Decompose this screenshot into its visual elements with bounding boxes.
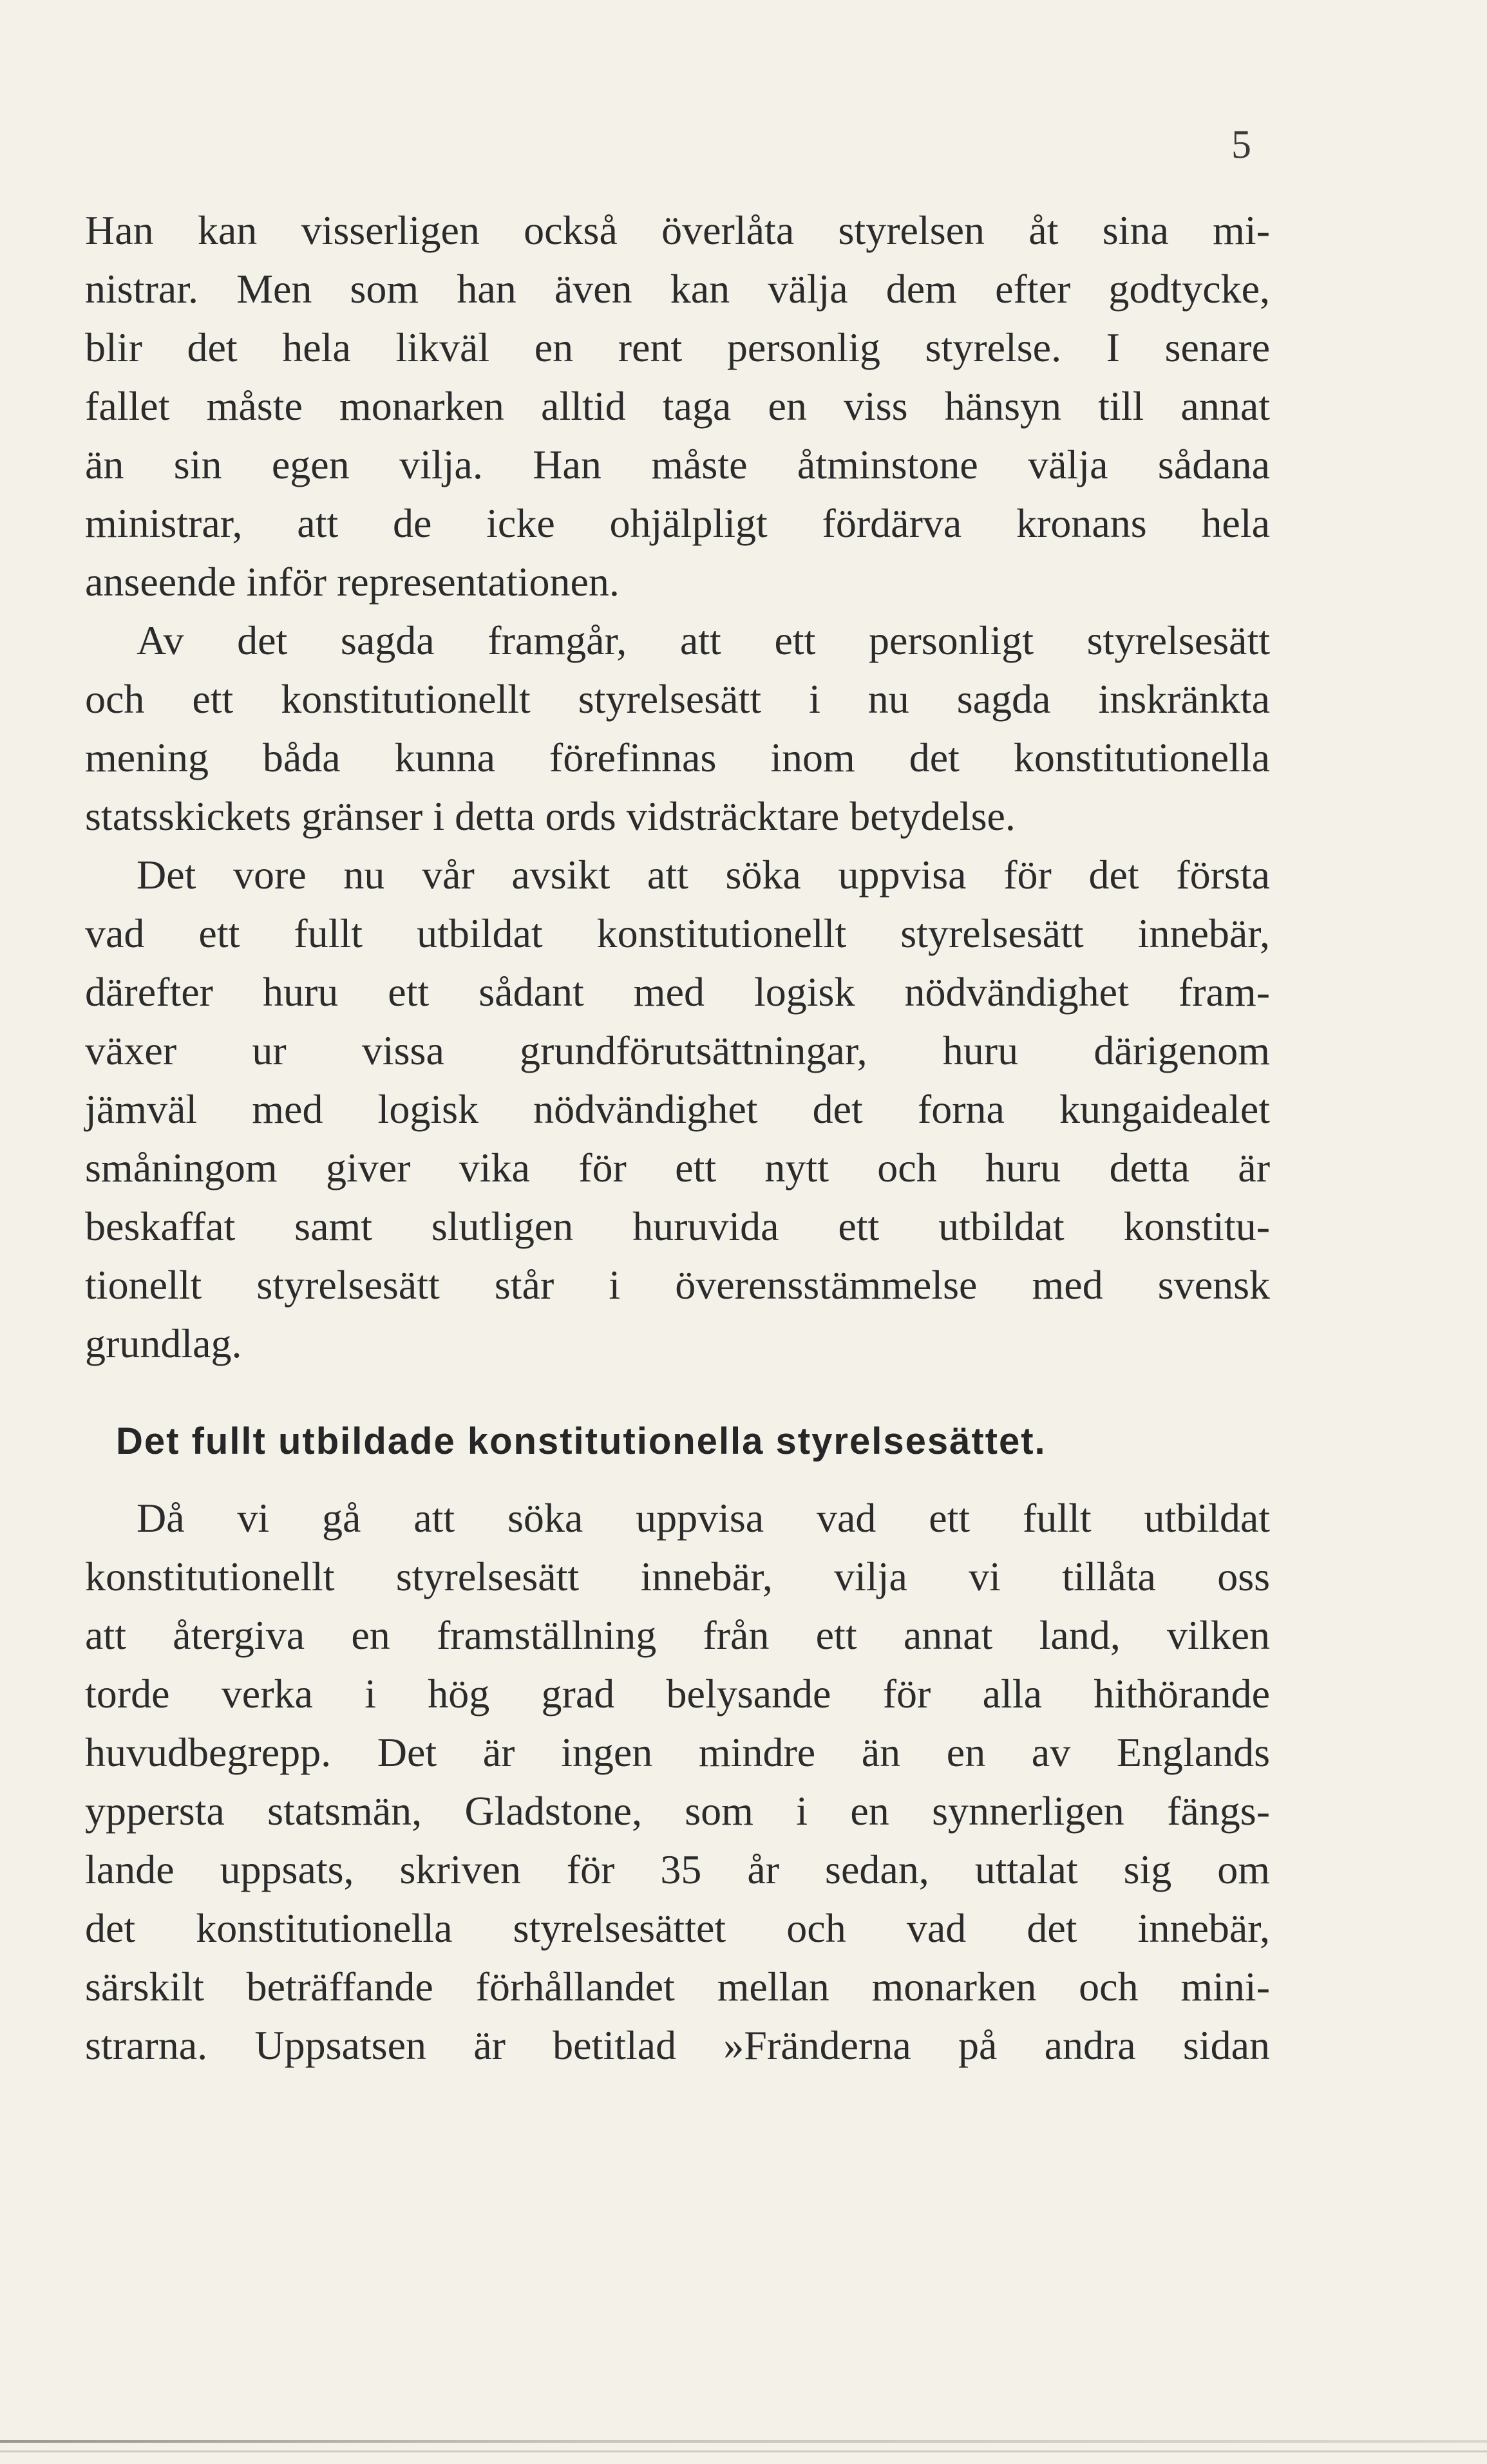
text-line: yppersta statsmän, Gladstone, som i en synnerligen fängs- [85,1788,1270,1834]
text-line: anseende inför representationen. [85,559,620,605]
text-line: blir det hela likväl en rent personlig styrelse. I senare [85,324,1270,370]
text-line: Han kan visserligen också överlåta styrelsen åt sina mi- [85,207,1270,253]
section-heading: Det fullt utbildade konstitutionella styrelsesättet. [116,1420,1047,1462]
text-line: huvudbegrepp. Det är ingen mindre än en av Englands [85,1729,1270,1775]
text-line: ministrar, att de icke ohjälpligt fördärva kronans hela [85,500,1270,546]
page-number: 5 [1231,123,1251,167]
text-line: strarna. Uppsatsen är betitlad »Fränderna på andra sidan [85,2022,1270,2068]
body-text-block-1 [85,201,1270,1373]
text-line: det konstitutionella styrelsesättet och vad det innebär, [85,1905,1270,1951]
text-line: nistrar. Men som han även kan välja dem efter godtycke, [85,266,1270,312]
text-line: lande uppsats, skriven för 35 år sedan, uttalat sig om [85,1847,1270,1892]
text-line: särskilt beträffande förhållandet mellan monarken och mini- [85,1964,1270,2009]
text-line: mening båda kunna förefinnas inom det konstitutionella [85,735,1270,780]
text-line: tionellt styrelsesätt står i överensstämmelse med svensk [85,1262,1270,1308]
text-line: Det vore nu vår avsikt att söka uppvisa för det första [137,852,1270,898]
page-edge-line [0,2450,1487,2452]
text-line: Då vi gå att söka uppvisa vad ett fullt utbildat [137,1495,1270,1541]
text-line: och ett konstitutionellt styrelsesätt i nu sagda inskränkta [85,676,1270,722]
text-line: torde verka i hög grad belysande för alla hithörande [85,1671,1270,1716]
text-line: jämväl med logisk nödvändighet det forna kungaidealet [85,1086,1270,1132]
text-line: att återgiva en framställning från ett annat land, vilken [85,1612,1270,1658]
text-line: vad ett fullt utbildat konstitutionellt styrelsesätt innebär, [85,910,1270,956]
text-line: fallet måste monarken alltid taga en viss hänsyn till annat [85,383,1270,429]
body-text-block-2 [85,1489,1270,2074]
text-line: beskaffat samt slutligen huruvida ett utbildat konstitu- [85,1203,1270,1249]
text-line: konstitutionellt styrelsesätt innebär, vilja vi tillåta oss [85,1554,1270,1599]
text-line: grundlag. [85,1321,242,1366]
text-line: än sin egen vilja. Han måste åtminstone välja sådana [85,442,1270,487]
text-line: statsskickets gränser i detta ords vidsträcktare betydelse. [85,793,1016,839]
page-edge-shadow [0,2440,1487,2443]
text-line: växer ur vissa grundförutsättningar, huru därigenom [85,1028,1270,1073]
text-line: småningom giver vika för ett nytt och huru detta är [85,1145,1270,1190]
text-line: Av det sagda framgår, att ett personligt styrelsesätt [137,617,1270,663]
text-line: därefter huru ett sådant med logisk nödvändighet fram- [85,969,1270,1015]
